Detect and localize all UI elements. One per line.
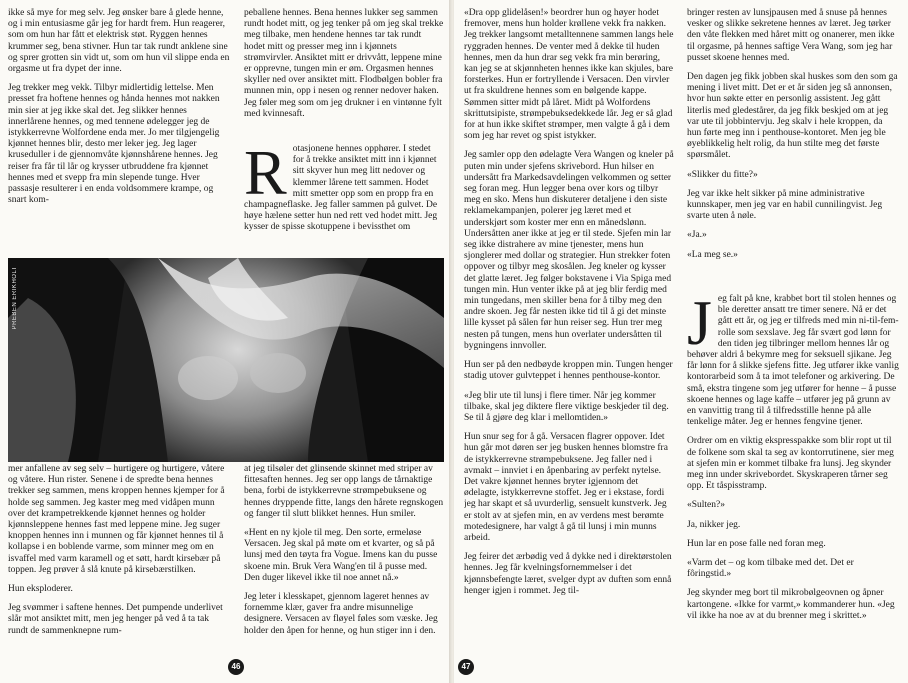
paragraph: Hun ser på den nedbøyde kroppen min. Tungen henger stadig utover gulvteppet i hennes penthouse-kontor.	[464, 360, 673, 382]
paragraph: Jeg svømmer i saftene hennes. Det pumpende underlivet slår mot ansiktet mitt, men jeg henger på ved å ta tak rundt de sammenknepne rum-	[8, 603, 223, 636]
paragraph: Den dagen jeg fikk jobben skal huskes som den som ga mening i livet mitt. Det er et år siden jeg så annonsen, hvor hun søkte etter en personlig assistent. Jeg gått literlis med gledestårer, da jeg fikk beskjed om at jeg var ute til jobbintervju. Jeg skalv i hele kroppen, da hun førte meg inn i penthouse-kontoret. Men jeg ble øyeblikkelig helt rolig, da hun stilte meg det første spørsmålet.	[687, 72, 898, 161]
right-column-1	[464, 8, 674, 664]
right-column-2-bottom	[687, 294, 899, 664]
left-column-3	[8, 464, 230, 664]
paragraph: «Hent en ny kjole til meg. Den sorte, ermeløse Versacen. Jeg skal på møte om et kvarter, og så på lunsj med den tøyta fra Vogue. Imens kan du pusse skoene min. Bruk Vera Wang'en til å pusse med. Den duger likevel ikke til noe annet nå.»	[244, 528, 438, 583]
paragraph: «La meg se.»	[687, 249, 738, 260]
page-number-left: 46	[228, 659, 244, 675]
right-column-2-top	[687, 8, 899, 294]
paragraph: «Sulten?»	[687, 500, 725, 511]
dropcap-paragraph: eg falt på kne, krabbet bort til stolen hennes og ble deretter ansatt tre timer senere. Nå er det gått ett år, og jeg er tilfreds med min ni-til-fem-rolle som sexslave. Jeg får svært god lønn for den tiden jeg tilbringer mellom hennes lår og behøver aldri å bekymre meg for seksuell sjikane. Jeg får lønn for å slikke sjefens fitte. Jeg utfører ikke vanlig kontorarbeid som å ta imot telefoner og arkivering. De små, ekstra tingene som jeg utfører for henne – å pusse skoene hennes og lage kaffe – utfører jeg på grunn av en vanvittig trang til å tilfredsstille henne på alle tenkelige måter. Jeg er hennes fengvine tjener.	[687, 294, 899, 428]
photo-woman-veil	[8, 258, 444, 462]
left-page	[0, 0, 452, 683]
paragraph: ikke så mye for meg selv. Jeg ønsker bare å glede henne, og i min entusiasme går jeg for hardt frem. Hun reagerer, som om hun har fått et elektrisk støt. Ryggen hennes krummer seg, bena stivner. Hun tar tak rundt anklene sine og sprer grotten sin vidt ut, som om hun vil slippe enda en orgasme ut fra dypet der inne.	[8, 8, 230, 75]
paragraph: «Varm det – og kom tilbake med det. Det er fôringstid.»	[687, 558, 854, 580]
paragraph: mer anfallene av seg selv – hurtigere og hurtigere, våtere og våtere. Hun rister. Senene i de spredte bena hennes trekker seg sammen, mens kroppen hennes kjemper for å holde seg sammen. Jeg kaster meg med vidåpen munn over det krampetrekkende kjønnet hennes og holder kjønnsleppene hennes fast med leppene mine. Jeg suger knoppen hennes inn i munnen og får kjønnet hennes til å kollapse i en boblende varme, som minner meg om en isvaffel med varm karamell og et søtt, hardt kirsebær på toppen. Jeg prøver å slå knute på kirsebærstilken.	[8, 464, 225, 575]
left-column-1	[8, 8, 230, 256]
drop-cap-j: J	[687, 294, 712, 358]
column-rest	[687, 436, 899, 622]
paragraph: Jeg var ikke helt sikker på mine administrative kunnskaper, men jeg var en habil cunnilingvist. Jeg svarte uten å nøle.	[687, 188, 883, 222]
paragraph: «Slikker du fitte?»	[687, 169, 758, 180]
left-column-4	[244, 464, 444, 664]
paragraph: «Ja.»	[687, 230, 707, 241]
paragraph: Ordrer om en viktig ekspresspakke som blir ropt ut til de folkene som skal ta seg av kontorrutinene, sier meg at sjefen min er kommet tilbake fra lunsj. Jeg skynder meg inn under skrivebordet. Skyskraperen tårner seg opp. Et tåspisstramp.	[687, 436, 894, 492]
photo-illustration	[8, 258, 444, 462]
paragraph: Jeg leter i klesskapet, gjennom lageret hennes av fornemme klær, gaver fra andre misunnelige designere. Versacen av fløyel føles som væske. Jeg holder den åpen for henne, og hun stiger inn i den.	[244, 592, 438, 636]
paragraph: Jeg samler opp den ødelagte Vera Wangen og kneler på puten min under sjefens skrivebord. Hun hilser en undersått fra Markedsavdelingen velkommen og setter seg foran meg. Hun legger bena over kors og tilbyr meg en sko. Mens hun diskuterer detaljene i den siste reklamekampanjen, polerer jeg læret med et underskjørt som koster mer enn en månedslønn. Undersåtten aner ikke at jeg er til stede. Sjefen min lar seg ikke distrahere av mine tjenester, mens hun sjonglerer med dollar og strategier. Hun strekker foten oppover og tilbyr meg skosålen. Jeg kneler og kysser det glatte læret. Jeg følger bokstavene i Via Spiga med tungen min. Hun venter ikke på at jeg blir ferdig med min tungedans, men skiller bena for å tilby meg den andre skoen. Jeg får nesten ikke tid til å gi det minste lille kysset på sålen før hun reiser seg. Hun trer meg nesten på tungen, mens hun overlater undersåtten til bygningens innvoller.	[464, 150, 674, 351]
drop-cap-r: R	[244, 144, 287, 208]
paragraph: Hun lar en pose falle ned foran meg.	[687, 538, 826, 549]
paragraph: peballene hennes. Bena hennes lukker seg sammen rundt hodet mitt, og jeg tenker på om jeg skal trekke meg tilbake, men hendene hennes tar tak rundt hodet mitt og presser meg inn i kjønnets strømvirvler. Ansiktet mitt er drivvått, leppene mine er opprevne, tungen min er øm. Orgasmen hennes skyller ned over ansiktet mitt. Flodbølgen bobler fra munnen min, opp i nesen og renner nedover haken. Jeg føler meg som om jeg drukner i en vintønne fylt med kvinnesaft.	[244, 8, 444, 119]
left-column-2-bottom	[244, 144, 444, 256]
paragraph: Jeg feirer det ærbødig ved å dykke ned i direktørstolen hennes. Jeg får kvelningsfornemmelser i det kjønnsbefengte læret, svelger dypt av duften som ennå henger igjen i rommet. Jeg til-	[464, 552, 672, 596]
paragraph: «Jeg blir ute til lunsj i flere timer. Når jeg kommer tilbake, skal jeg diktere flere viktige beskjeder til deg. Se til å gjøre deg klar i mellomtiden.»	[464, 390, 669, 423]
paragraph: Ja, nikker jeg.	[687, 519, 741, 530]
photo-credit: PREBEN ERIKHOLT	[12, 266, 18, 330]
paragraph: Jeg trekker meg vekk. Tilbyr midlertidig lettelse. Men presset fra hoftene hennes og hånda hennes mot nakken min sier at jeg ikke skal det. Jeg slikker hennes innerlårene hennes, og med tennene ødelegger jeg de istykkerrevne Wolfordene enda mer. Jo mer tilgjengelig kjønnet hennes blir, desto mer leker jeg. Jeg lager kruseduller i de gjennomvåte kjønnshårene hennes. Jeg reiser fra får til lår og krysser utbruddene fra kjønnet hennes med et svepp fra min slepende tunge. Hver passasje resulterer i en enda voldsommere krampe, og snart kom-	[8, 83, 220, 206]
paragraph: «Dra opp glidelåsen!» beordrer hun og høyer hodet fremover, mens hun holder krøllene vekk fra nakken. Jeg trekker langsomt metalltennene sammen langs hele ryggraden hennes. De venter med å dekke til huden hennes, men da hun drar seg vekk fra min berøring, kan jeg se at skjønnheten hennes ikke kan skjules, bare forsterkes. Hun er fortryllende i Versacen. Den virvler ut fra skuldrene hennes som en bølgende kappe. Sømmen sitter midt på låret. Midt på Wolfordens skrittutsipiste, strømpebuksedekkede lår. Jeg er så glad for at hun ikke skiftet strømper, men valgte å gå i dem som jeg har revet og spist istykker.	[464, 8, 674, 142]
left-column-2-top	[244, 8, 444, 143]
paragraph: bringer resten av lunsjpausen med å snuse på hennes vesker og slikke sekretene hennes av læret. Jeg tørker den våte flekken med håret mitt og onanerer, men ikke til orgasme, på hennes saftige Vera Wang, som jeg har pusset skoene hennes med.	[687, 8, 895, 63]
paragraph: Hun snur seg for å gå. Versacen flagrer oppover. Idet hun går mot døren ser jeg busken hennes blomstre fra de istykkerrevne strømpebuksene. Jeg faller ned i avmakt – innviet i en åpenbaring av perfekt nytelse. Det vakre kjønnet hennes bryter igjennom det ødelagte, istykkerrevne stoffet. Jeg er i ekstase, fordi jeg har skapt et så uvurderlig, sensuelt kunstverk. Jeg er stolt av at sjefen min, en av verdens mest berømte motedesignere, har valgt å gå til lunsj i min munns arbeid.	[464, 432, 668, 543]
paragraph: Hun eksploderer.	[8, 584, 73, 595]
paragraph: at jeg tilsøler det glinsende skinnet med striper av fittesaften hennes. Jeg ser opp langs de tårnaktige bena, forbi de istykkerrevne strømpebuksene og hennes dryppende fitte, langs den hårete regnskogen og fanger til slutt blikket hennes. Hun smiler.	[244, 464, 444, 519]
dropcap-paragraph: otasjonene hennes opphører. I stedet for å trekke ansiktet mitt inn i kjønnet sitt skyver hun meg litt nedover og klemmer lårene tett sammen. Hodet mitt smetter opp som en propp fra en champagneflaske. Jeg faller sammen på gulvet. De høye hælene setter hun ned rett ved hodet mitt. Jeg kysser de spisse skotuppene i bevissthet om	[244, 144, 438, 233]
right-page	[454, 0, 908, 683]
paragraph: Jeg skynder meg bort til mikrobølgeovnen og åpner kartongene. «Ikke for varmt,» kommanderer hun. «Jeg vil ikke ha noe av at du brenner meg i skrittet.»	[687, 588, 895, 621]
page-number-right: 47	[458, 659, 474, 675]
